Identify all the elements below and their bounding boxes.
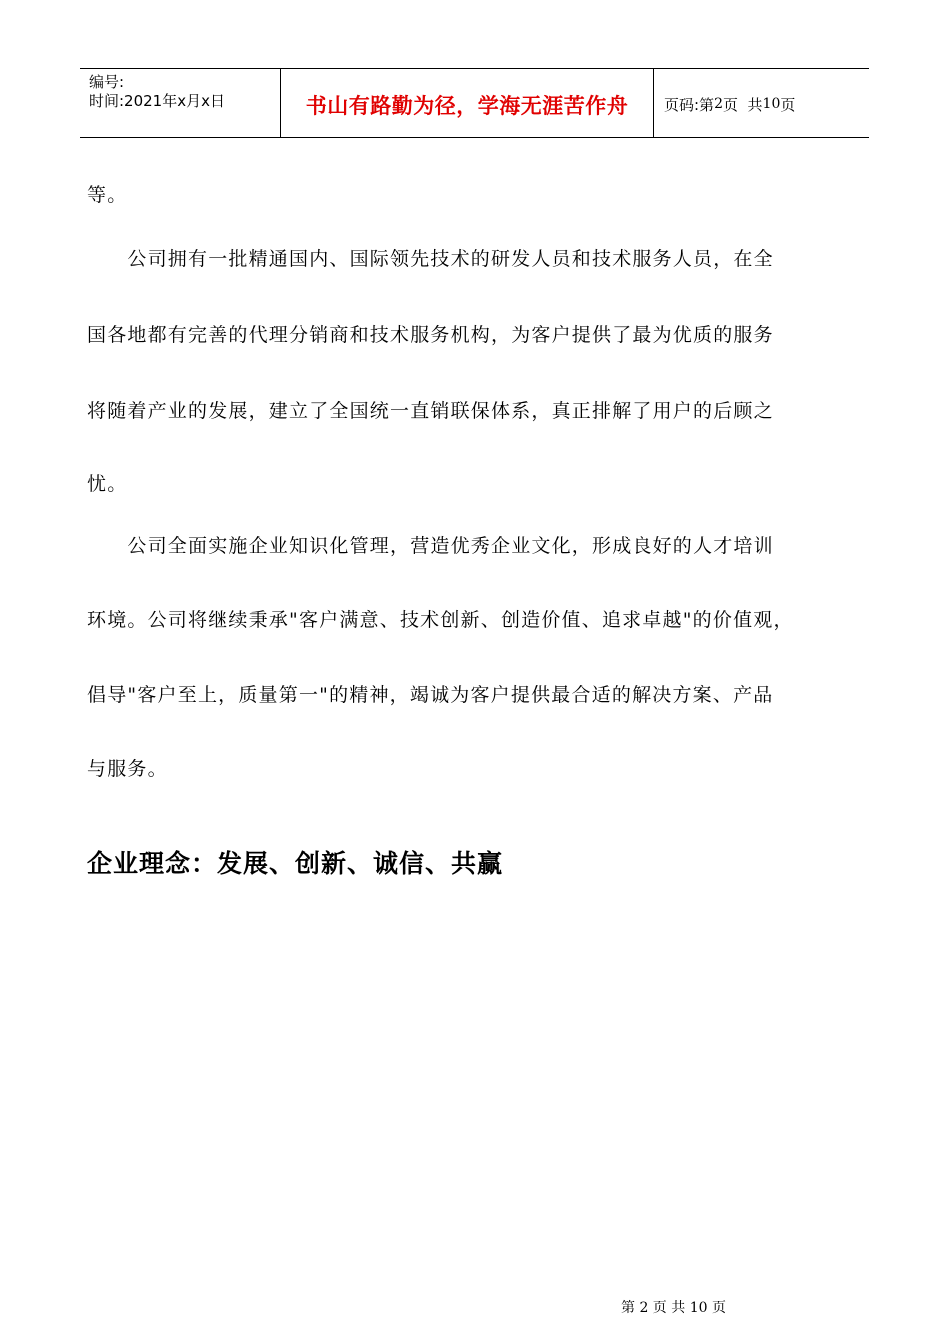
- header-page-number: [654, 69, 869, 137]
- page-footer: 第 2 页 共 10 页: [621, 1300, 726, 1316]
- page-total: 10: [762, 96, 781, 112]
- body-line: 倡导"客户至上，质量第一"的精神，竭诚为客户提供最合适的解决方案、产品: [87, 684, 774, 706]
- document-number-label: 编号:: [89, 73, 125, 91]
- page-suffix: 页: [780, 95, 796, 114]
- page-header: [80, 68, 869, 138]
- page-mid: 页 共: [722, 95, 763, 114]
- section-heading: 企业理念：发展、创新、诚信、共赢: [87, 849, 504, 878]
- page-current: 2: [714, 96, 723, 112]
- body-line: 环境。公司将继续秉承"客户满意、技术创新、创造价值、追求卓越"的价值观，: [87, 609, 794, 631]
- body-line: 忧。: [87, 473, 128, 495]
- body-line: 公司全面实施企业知识化管理，营造优秀企业文化，形成良好的人才培训: [87, 535, 774, 557]
- body-line: 将随着产业的发展，建立了全国统一直销联保体系，真正排解了用户的后顾之: [87, 400, 774, 422]
- document-date: 时间:2021年x月x日: [89, 92, 225, 110]
- body-line: 国各地都有完善的代理分销商和技术服务机构，为客户提供了最为优质的服务: [87, 324, 774, 346]
- body-line: 等。: [87, 184, 128, 206]
- body-line: 公司拥有一批精通国内、国际领先技术的研发人员和技术服务人员，在全: [87, 248, 774, 270]
- header-motto: 书山有路勤为径，学海无涯苦作舟: [305, 94, 629, 118]
- body-line: 与服务。: [87, 758, 168, 780]
- header-meta: [80, 69, 281, 137]
- header-motto-cell: [281, 69, 654, 137]
- page-prefix: 页码:第: [664, 95, 715, 114]
